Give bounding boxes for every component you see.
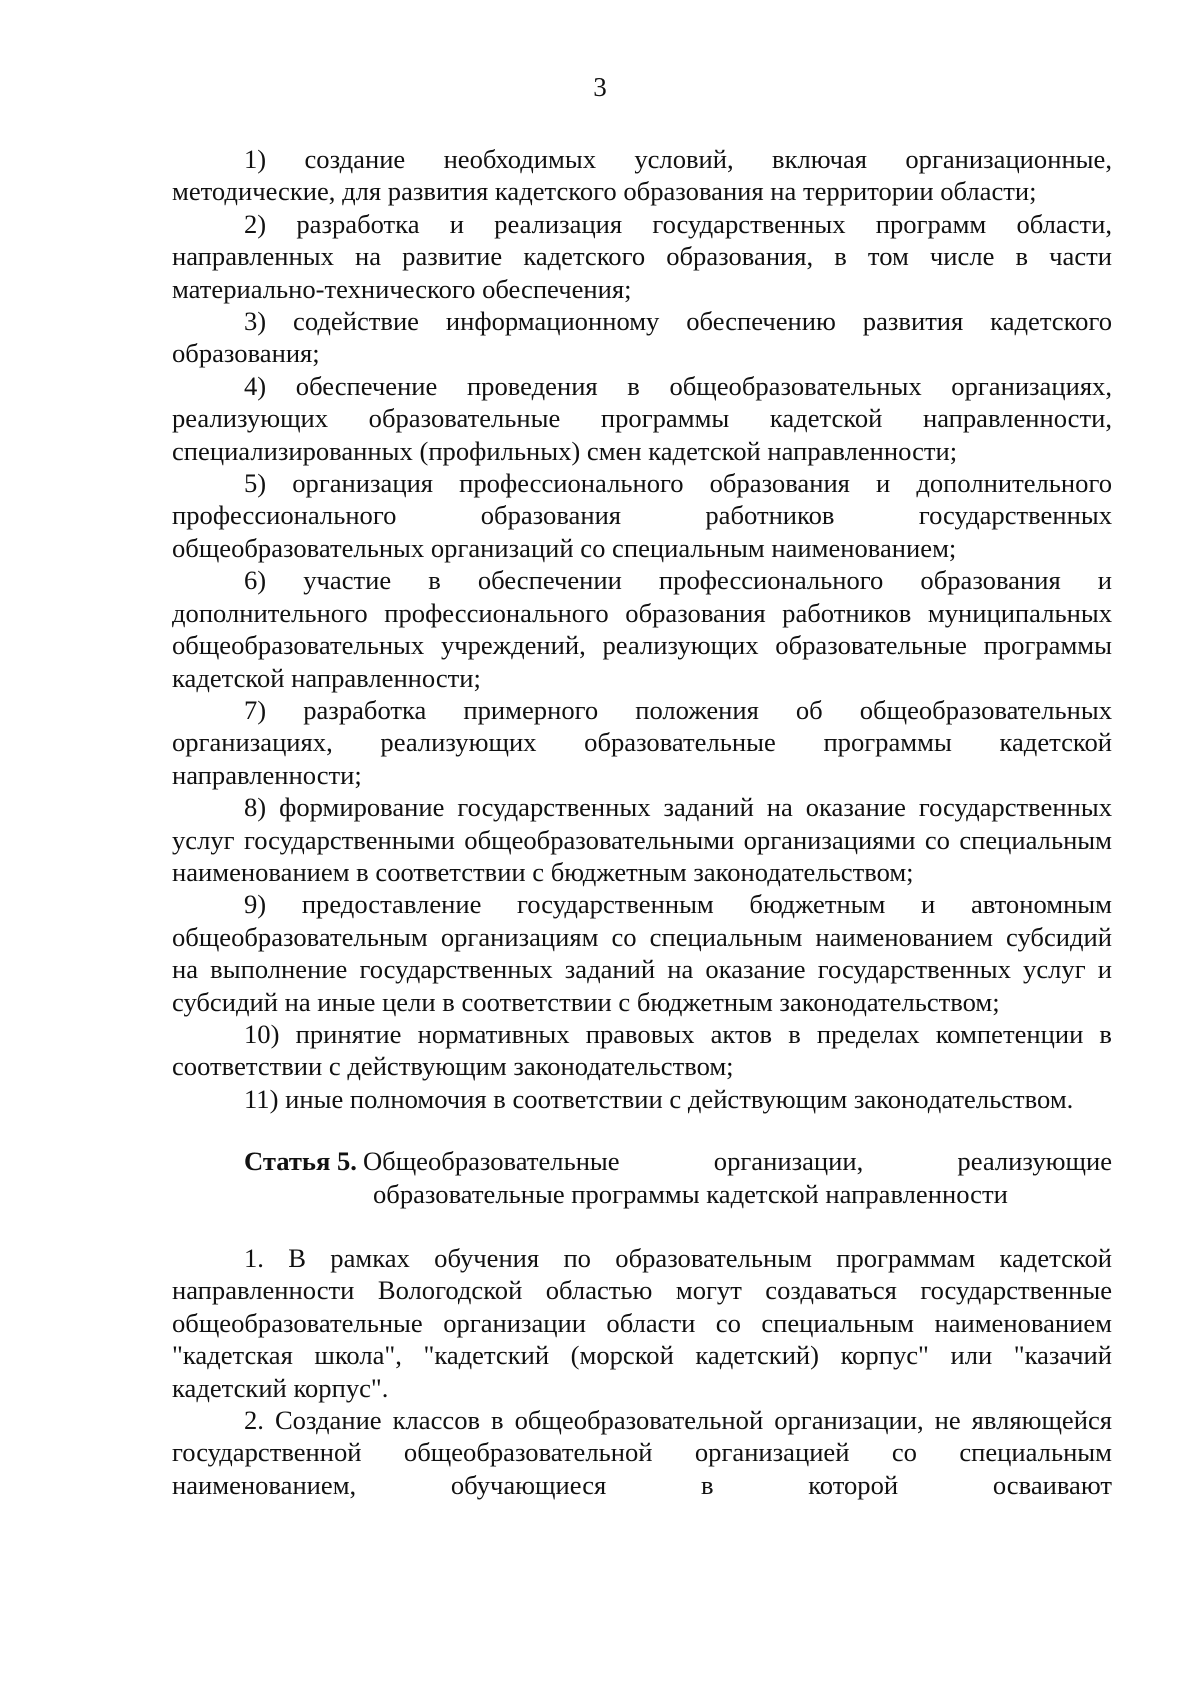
list-item: 7) разработка примерного положения об общеобразовательных организациях, реализующих образовательные программы кадетской направленности;: [172, 694, 1112, 790]
article-paragraph: 2. Создание классов в общеобразовательной организации, не являющейся государственной общеобразовательной организацией со специальным наименованием, обучающиеся в которой осваивают: [172, 1405, 1112, 1500]
list-item: 10) принятие нормативных правовых актов в пределах компетенции в соответствии с действующим законодательством;: [172, 1018, 1112, 1082]
article-title-line2: образовательные программы кадетской направленности: [373, 1178, 1008, 1209]
article-paragraph: 1. В рамках обучения по образовательным программам кадетской направленности Вологодской областью могут создаваться государственные общеобразовательные организации области со специальным наименованием "кадетская школа", "кадетский (морской кадетский) корпус" или "казачий кадетский корпус".: [172, 1243, 1112, 1403]
page-number: 3: [593, 72, 607, 102]
list-item: 11) иные полномочия в соответствии с действующим законодательством.: [244, 1083, 1074, 1114]
list-item: 8) формирование государственных заданий на оказание государственных услуг государственными общеобразовательными организациями со специальным наименованием в соответствии с бюджетным законодательством;: [172, 792, 1112, 887]
list-item: 4) обеспечение проведения в общеобразовательных организациях, реализующих образовательные программы кадетской направленности, специализированных (профильных) смен кадетской направленности;: [172, 370, 1112, 466]
list-item: 9) предоставление государственным бюджетным и автономным общеобразовательным организациям со специальным наименованием субсидий на выполнение государственных заданий на оказание государственных услуг и субсидий на иные цели в соответствии с бюджетным законодательством;: [172, 889, 1112, 1017]
article-title-line1: Общеобразовательные организации, реализующие: [362, 1146, 1112, 1177]
list-item: 2) разработка и реализация государственных программ области, направленных на развитие кадетского образования, в том числе в части материально-технического обеспечения;: [172, 208, 1112, 304]
document-body: [172, 143, 1112, 1501]
list-item: 1) создание необходимых условий, включая организационные, методические, для развития кадетского образования на территории области;: [172, 144, 1112, 207]
article-heading: [244, 1145, 1112, 1210]
article-label: Статья 5.: [244, 1146, 357, 1177]
list-item: 6) участие в обеспечении профессионального образования и дополнительного профессионального образования работников муниципальных общеобразовательных учреждений, реализующих образовательные программы кадетской направленности;: [172, 565, 1112, 693]
list-item: 5) организация профессионального образования и дополнительного профессионального образования работников государственных общеобразовательных организаций со специальным наименованием;: [172, 468, 1112, 563]
article-heading-line1: [244, 1145, 1112, 1177]
list-item: 3) содействие информационному обеспечению развития кадетского образования;: [172, 306, 1112, 369]
